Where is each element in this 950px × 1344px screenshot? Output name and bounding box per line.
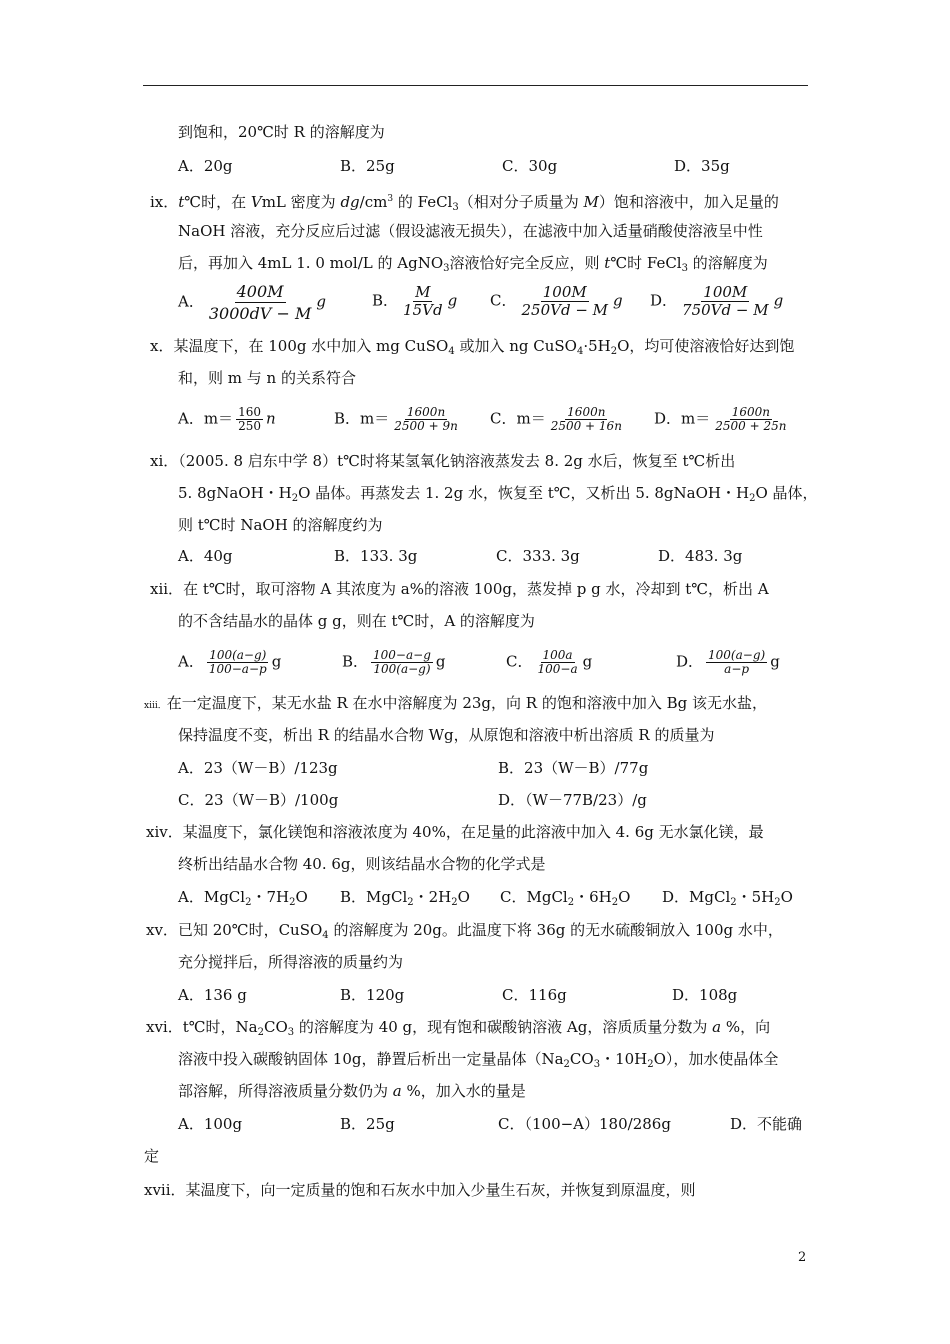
q13-stem-line1: xiii．在一定温度下，某无水盐 R 在水中溶解度为 23g，向 R 的饱和溶液中加入 Bg 该无水盐，: [144, 694, 768, 712]
q15-stem-line2: 充分搅拌后，所得溶液的质量约为: [178, 953, 404, 971]
q11-option-b: B．133. 3g: [334, 547, 418, 565]
q16-stem-line1: xvi．t℃时，$Na_2CO_3$ 的溶解度为 40 g，现有饱和碳酸钠溶液 Ag，溶质质量分数为 a %，向: [146, 1018, 771, 1038]
q17-stem-line1: xvii．某温度下，向一定质量的饱和石灰水中加入少量生石灰，并恢复到原温度，则: [144, 1181, 696, 1199]
q8-option-d: D．35g: [674, 157, 730, 175]
q8-option-c: C．30g: [502, 157, 558, 175]
q12-option-d: D． $\frac{100(a-g)}{a-p}$ g: [676, 648, 780, 676]
q15-stem-line1: xv．已知 20℃时，CuSO$_4$ 的溶解度为 20g。此温度下将 36g 的无水硫酸铜放入 100g 水中，: [146, 921, 783, 941]
q14-option-b: B．MgCl$_2$・$2H_2O$: [340, 888, 470, 908]
q14-option-d: D．MgCl$_2$・$5H_2O$: [662, 888, 793, 908]
q13-label: xiii．: [144, 701, 167, 711]
q15-option-d: D．108g: [672, 986, 738, 1004]
q9-option-c: C． $\frac{100M}{250Vd - M}$ g: [490, 283, 623, 319]
q16-option-c: C．（100−A）180/286g: [498, 1115, 671, 1133]
q16-option-a: A．100g: [178, 1115, 243, 1133]
q12-option-b: B． $\frac{100-a-g}{100(a-g)}$ g: [342, 648, 446, 676]
q11-stem-line3: 则 t℃时 NaOH 的溶解度约为: [178, 516, 383, 534]
q14-option-a: A．MgCl$_2$・$7H_2O$: [178, 888, 308, 908]
q13-option-b: B．23（W－B）/77g: [498, 759, 649, 777]
q16-stem-line3: 部溶解，所得溶液质量分数仍为 a %，加入水的量是: [178, 1082, 526, 1100]
q11-label: xi．: [150, 452, 179, 470]
q9-stem-line1: ix．t℃时，在 VmL 密度为 $dg/cm^3$ 的 FeCl$_3$（相对分子质量为 M）饱和溶液中，加入足量的: [150, 193, 779, 213]
q9-option-a: A． $\frac{400M}{3000dV - M}$ g: [178, 282, 326, 323]
q12-option-c: C． $\frac{100a}{100-a}$ g: [506, 648, 593, 676]
q15-option-a: A．136 g: [178, 986, 247, 1004]
q13-option-c: C．23（W－B）/100g: [178, 791, 339, 809]
q13-stem-line2: 保持温度不变，析出 R 的结晶水合物 Wg，从原饱和溶液中析出溶质 R 的质量为: [178, 726, 715, 744]
q14-label: xiv．: [146, 823, 183, 841]
q10-label: x．: [150, 337, 174, 355]
q16-option-d-cont: 定: [144, 1147, 160, 1165]
q11-option-d: D．483. 3g: [658, 547, 743, 565]
q8-option-b: B．25g: [340, 157, 395, 175]
q10-stem-line1: x．某温度下，在 100g 水中加入 mg CuSO$_4$ 或加入 ng $CuSO_4\cdot 5H_2O$，均可使溶液恰好达到饱: [150, 337, 795, 357]
q11-option-c: C．333. 3g: [496, 547, 580, 565]
q16-option-d: D．不能确: [730, 1115, 803, 1133]
q9-label: ix．: [150, 193, 179, 211]
q13-option-d: D．（W－77B/23）/g: [498, 791, 647, 809]
q16-label: xvi．: [146, 1018, 183, 1036]
q14-stem-line1: xiv．某温度下，氯化镁饱和溶液浓度为 40%，在足量的此溶液中加入 4. 6g 无水氯化镁，最: [146, 823, 764, 841]
q8-stem-cont: 到饱和，20℃时 R 的溶解度为: [178, 123, 385, 141]
q11-stem-line1: xi．（2005. 8 启东中学 8）t℃时将某氢氧化钠溶液蒸发去 8. 2g 水后，恢复至 t℃析出: [150, 452, 736, 470]
q9-option-b: B． $\frac{M}{15Vd}$ g: [372, 283, 458, 319]
q9-option-d: D． $\frac{100M}{750Vd - M}$ g: [650, 283, 784, 319]
q11-stem-line2: 5. 8gNaOH・$H_2O$ 晶体。再蒸发去 1. 2g 水，恢复至 t℃，又析出 5. 8gNaOH・$H_2O$ 晶体，: [178, 484, 818, 504]
q14-stem-line2: 终析出结晶水合物 40. 6g，则该结晶水合物的化学式是: [178, 855, 546, 873]
q10-stem-line2: 和，则 m 与 n 的关系符合: [178, 369, 356, 387]
q9-stem-line3: 后，再加入 4mL 1. 0 mol/L 的 AgNO$_3$溶液恰好完全反应，则 t℃时 FeCl$_3$ 的溶解度为: [178, 254, 768, 274]
q15-label: xv．: [146, 921, 178, 939]
q10-option-d: D．m＝ $\frac{1600n}{2500 + 25n}$: [654, 405, 787, 433]
q15-option-b: B．120g: [340, 986, 405, 1004]
q9-stem-line2: NaOH 溶液，充分反应后过滤（假设滤液无损失），在滤液中加入适量硝酸使溶液呈中性: [178, 222, 763, 240]
q14-option-c: C．MgCl$_2$・$6H_2O$: [500, 888, 631, 908]
q12-stem-line2: 的不含结晶水的晶体 g g，则在 t℃时，A 的溶解度为: [178, 612, 535, 630]
q15-option-c: C．116g: [502, 986, 567, 1004]
q16-stem-line2: 溶液中投入碳酸钠固体 10g，静置后析出一定量晶体（$Na_2CO_3$・$10H_2O$），加水使晶体全: [178, 1050, 779, 1070]
q13-option-a: A．23（W－B）/123g: [178, 759, 338, 777]
q17-label: xvii．: [144, 1181, 186, 1199]
q12-option-a: A． $\frac{100(a-g)}{100-a-p}$ g: [178, 648, 282, 676]
q10-option-a: A．m＝ $\frac{160}{250}$ n: [178, 405, 276, 433]
q12-stem-line1: xii．在 t℃时，取可溶物 A 其浓度为 a%的溶液 100g，蒸发掉 p g 水，冷却到 t℃，析出 A: [150, 580, 769, 598]
q8-option-a: A．20g: [178, 157, 233, 175]
q11-option-a: A．40g: [178, 547, 233, 565]
q10-option-c: C．m＝ $\frac{1600n}{2500 + 16n}$: [490, 405, 622, 433]
page-number: 2: [798, 1250, 807, 1265]
q12-label: xii．: [150, 580, 184, 598]
q16-option-b: B．25g: [340, 1115, 395, 1133]
q10-option-b: B．m＝ $\frac{1600n}{2500 + 9n}$: [334, 405, 458, 433]
header-rule: [143, 85, 808, 86]
